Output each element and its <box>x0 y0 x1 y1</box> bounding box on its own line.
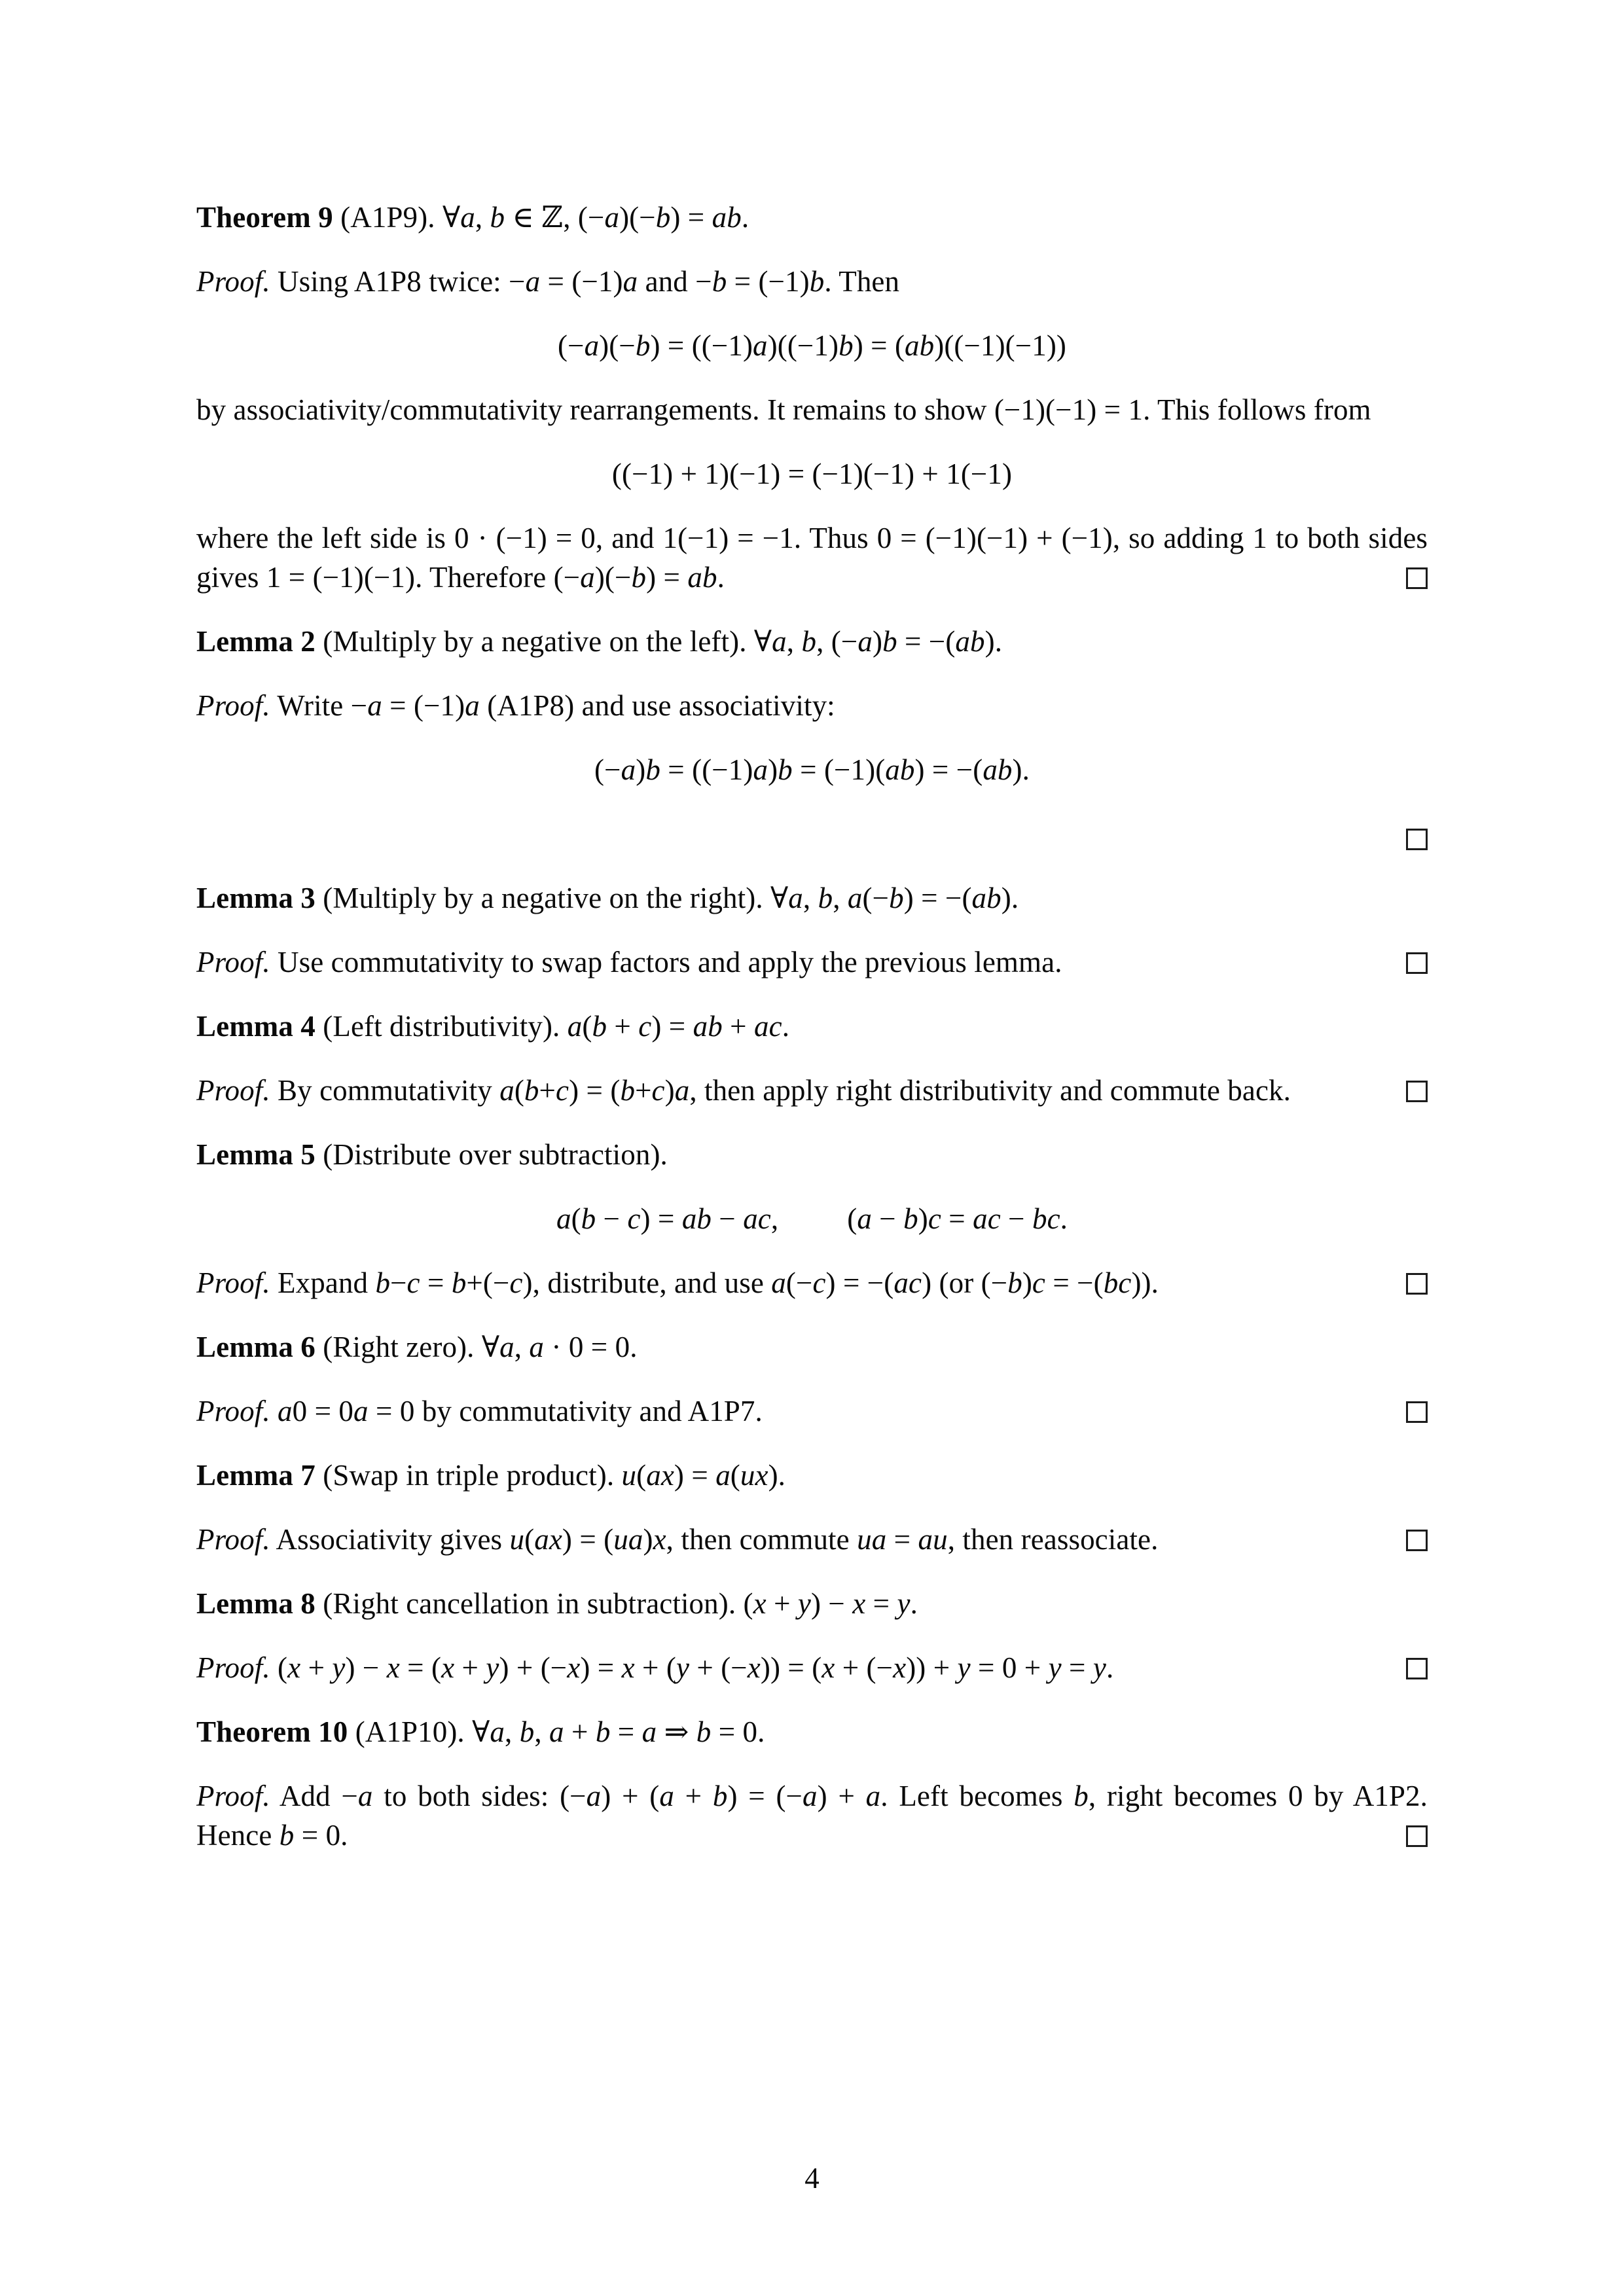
theorem-9-proof-conclusion <box>196 518 1428 597</box>
math-variable: y <box>332 1651 346 1684</box>
text-run: Associativity gives <box>270 1523 510 1556</box>
text-run: By commutativity <box>270 1074 500 1107</box>
math-variable: b <box>839 329 854 362</box>
math-variable: a <box>753 753 768 786</box>
math-variable: a <box>567 1010 583 1043</box>
qed-square <box>1406 1273 1428 1295</box>
text-run: (Multiply by a negative on the right). <box>315 882 771 914</box>
page-number: 4 <box>804 2162 820 2195</box>
text-run: (−a) + (a + b) = (−a) + a <box>560 1780 881 1812</box>
math-variable: c <box>812 1266 826 1299</box>
math-variable: b <box>712 265 727 298</box>
text-run: Proof. <box>196 265 270 298</box>
math-variable: b <box>655 201 671 234</box>
text-run: , then reassociate. <box>947 1523 1159 1556</box>
text-run <box>270 1651 278 1684</box>
math-variable: a <box>847 882 863 914</box>
text-run: 0 · (−1) = 0 <box>454 522 596 554</box>
math-variable: b <box>712 1780 728 1812</box>
text-run: ∀a, b, (−a)b = −(ab). <box>753 625 1003 658</box>
math-variable: a <box>525 265 541 298</box>
text-run: (Swap in triple product). <box>315 1459 622 1492</box>
lemma-4-proof <box>196 1071 1428 1110</box>
math-variable: b <box>279 1819 295 1852</box>
text-run: to both sides: <box>372 1780 560 1812</box>
text-run: Expand <box>270 1266 376 1299</box>
text-run: ∀a, b, a(−b) = −(ab). <box>770 882 1019 914</box>
math-variable: c <box>928 1202 941 1235</box>
text-run: (Left distributivity). <box>315 1010 568 1043</box>
text-run: , distribute, and use <box>532 1266 772 1299</box>
math-variable: a <box>771 1266 786 1299</box>
math-variable: x <box>852 1587 866 1620</box>
lemma-5-proof <box>196 1263 1428 1302</box>
text-run: (Right cancellation in subtraction). <box>315 1587 744 1620</box>
text-run: Proof. <box>196 1395 270 1427</box>
math-variable: c <box>1032 1266 1045 1299</box>
lemma-8-heading <box>196 1584 1428 1623</box>
text-run: −a = (−1)a <box>509 265 638 298</box>
text-run: , then apply right distributivity and commute back. <box>689 1074 1291 1107</box>
math-variable: c <box>556 1074 569 1107</box>
math-variable: b <box>809 265 825 298</box>
math-variable: a <box>623 265 638 298</box>
text-run: Lemma 6 <box>196 1331 316 1363</box>
text-run: u(ax) = a(ux). <box>621 1459 786 1492</box>
math-variable: x <box>386 1651 400 1684</box>
math-variable: c <box>638 1010 652 1043</box>
text-run: 1 = (−1)(−1) <box>266 561 416 594</box>
text-run: . This follows from <box>1143 393 1371 426</box>
math-variable: a <box>621 753 636 786</box>
math-variable: a <box>604 201 620 234</box>
math-variable: b <box>581 1202 596 1235</box>
qed-square <box>1406 1081 1428 1102</box>
math-variable: b <box>1007 1266 1022 1299</box>
math-variable: b <box>524 1074 539 1107</box>
math-variable: a <box>659 1780 674 1812</box>
qed-square <box>1406 1658 1428 1679</box>
text-run: (A1P8) and use associativity: <box>479 689 835 722</box>
text-run: (x + y) − x = y. <box>743 1587 918 1620</box>
text-run: Proof. <box>196 689 270 722</box>
math-variable: a <box>499 1074 514 1107</box>
math-variable: ab <box>955 625 985 658</box>
math-variable: a <box>490 1715 505 1748</box>
math-variable: ax <box>646 1459 674 1492</box>
math-variable: a <box>278 1395 293 1427</box>
math-variable: a <box>584 329 600 362</box>
text-run: a(b+c) = (b+c)a <box>499 1074 690 1107</box>
text-run: Using A1P8 twice: <box>270 265 509 298</box>
math-variable: y <box>486 1651 499 1684</box>
text-run: Use commutativity to swap factors and apply the previous lemma. <box>270 946 1062 978</box>
math-variable: b <box>1074 1780 1089 1812</box>
theorem-9-proof-body <box>196 390 1428 429</box>
text-run <box>1074 1780 1089 1812</box>
math-variable: b <box>801 625 817 658</box>
text-run: Theorem 9 <box>196 201 333 234</box>
math-variable: a <box>465 689 480 722</box>
text-run: . <box>340 1819 348 1852</box>
text-run: (−a)(−b) = ((−1)a)((−1)b) = (ab)((−1)(−1)) <box>557 329 1067 362</box>
text-run: a(b − c) = ab − ac, <box>556 1202 779 1235</box>
text-run: and <box>638 265 696 298</box>
text-run: (A1P10). <box>348 1715 473 1748</box>
math-variable: a <box>857 1202 872 1235</box>
math-variable: a <box>715 1459 731 1492</box>
math-variable: y <box>1092 1651 1106 1684</box>
text-run: a(b + c) = ab + ac. <box>567 1010 790 1043</box>
text-run: (−a)b = ((−1)a)b = (−1)(ab) = −(ab). <box>594 753 1030 786</box>
math-variable: a <box>641 1715 657 1748</box>
math-variable: b <box>903 1202 918 1235</box>
math-variable: y <box>1048 1651 1062 1684</box>
qed-square <box>1406 829 1428 850</box>
math-variable: ux <box>740 1459 768 1492</box>
text-run: (−a)(−b) = ab <box>553 561 717 594</box>
lemma-2-proof-intro <box>196 686 1428 725</box>
math-variable: c <box>651 1074 665 1107</box>
text-run: Proof. <box>196 1523 270 1556</box>
math-variable: ua <box>857 1523 887 1556</box>
math-variable: ac <box>893 1266 922 1299</box>
math-variable: ab <box>681 1202 712 1235</box>
math-variable: ac <box>973 1202 1001 1235</box>
math-variable: a <box>753 329 768 362</box>
text-run: 1(−1) = −1 <box>662 522 794 554</box>
math-variable: x <box>567 1651 581 1684</box>
math-variable: x <box>747 1651 761 1684</box>
text-run: Lemma 8 <box>196 1587 316 1620</box>
lemma-3-heading <box>196 878 1428 918</box>
math-variable: au <box>918 1523 948 1556</box>
math-variable: a <box>549 1715 564 1748</box>
math-variable: b <box>889 882 904 914</box>
math-variable: c <box>406 1266 420 1299</box>
math-variable: b <box>620 1074 636 1107</box>
lemma-8-proof <box>196 1648 1428 1687</box>
math-variable: x <box>653 1523 666 1556</box>
math-variable: ab <box>905 329 935 362</box>
math-variable: c <box>509 1266 523 1299</box>
text-run: Lemma 5 <box>196 1138 316 1171</box>
math-variable: ab <box>687 561 717 594</box>
math-variable: ab <box>712 201 742 234</box>
equation-neg-a-neg-b <box>196 326 1428 365</box>
math-variable: b <box>882 625 897 658</box>
text-run: , so adding 1 to both sides gives <box>196 522 1428 594</box>
text-run: a0 = 0a = 0 <box>278 1395 415 1427</box>
lemma-4-heading <box>196 1007 1428 1046</box>
text-run: b = 0 <box>279 1819 341 1852</box>
equation-neg-one-distribute <box>196 454 1428 493</box>
math-variable: b <box>696 1715 712 1748</box>
math-variable: x <box>621 1651 635 1684</box>
text-run: . <box>717 561 725 594</box>
math-variable: b <box>375 1266 391 1299</box>
text-run: (a − b)c = ac − bc. <box>847 1202 1068 1235</box>
math-variable: b <box>595 1715 611 1748</box>
theorem-10-proof <box>196 1776 1428 1855</box>
math-variable: y <box>957 1651 971 1684</box>
math-variable: a <box>529 1331 545 1363</box>
math-variable: u <box>621 1459 637 1492</box>
text-run: . Left becomes <box>880 1780 1074 1812</box>
text-run: . Therefore <box>415 561 554 594</box>
math-variable: b <box>592 1010 607 1043</box>
math-variable: a <box>788 882 803 914</box>
text-run: −b = (−1)b <box>695 265 825 298</box>
text-run: Write <box>270 689 351 722</box>
text-run: Proof. <box>196 1266 270 1299</box>
equation-lemma-5 <box>196 1199 1428 1238</box>
text-run: (−1)(−1) = 1 <box>994 393 1144 426</box>
math-variable: a <box>586 1780 602 1812</box>
math-variable: b <box>451 1266 467 1299</box>
math-variable: a <box>772 625 787 658</box>
lemma-2-qed-line <box>196 814 1428 853</box>
theorem-10-heading <box>196 1712 1428 1751</box>
math-variable: b <box>519 1715 535 1748</box>
text-run: u(ax) = (ua)x <box>509 1523 666 1556</box>
text-run: (−b)c = −(bc) <box>981 1266 1142 1299</box>
text-run: (or <box>931 1266 981 1299</box>
text-run: Proof. <box>196 1780 270 1812</box>
lemma-2-heading <box>196 622 1428 661</box>
text-run: , and <box>595 522 663 554</box>
text-run: Proof. <box>196 1651 270 1684</box>
math-variable: b <box>635 329 651 362</box>
text-run: (Multiply by a negative on the left). <box>315 625 754 658</box>
math-variable: a <box>857 625 873 658</box>
math-variable: u <box>509 1523 525 1556</box>
lemma-6-proof <box>196 1391 1428 1431</box>
text-run: a(−c) = −(ac) <box>771 1266 932 1299</box>
math-variable: a <box>357 1780 373 1812</box>
text-run: . Then <box>824 265 900 298</box>
math-variable: x <box>441 1651 455 1684</box>
text-run: . Thus <box>793 522 877 554</box>
page-content <box>196 198 1428 1880</box>
math-variable: a <box>367 689 382 722</box>
math-variable: a <box>803 1780 818 1812</box>
text-run: ∀a, b, a + b = a ⇒ b = 0. <box>472 1715 765 1748</box>
math-variable: y <box>797 1587 811 1620</box>
text-run: Lemma 3 <box>196 882 316 914</box>
math-variable: x <box>287 1651 301 1684</box>
qed-square <box>1406 1401 1428 1423</box>
text-run: −a <box>341 1780 373 1812</box>
math-variable: x <box>893 1651 907 1684</box>
math-variable: a <box>674 1074 690 1107</box>
math-variable: b <box>490 201 505 234</box>
math-variable: x <box>821 1651 835 1684</box>
text-run: where the left side is <box>196 522 455 554</box>
text-run: , right becomes 0 by A1P2. Hence <box>196 1780 1428 1852</box>
theorem-9-proof-intro <box>196 262 1428 301</box>
math-variable: ax <box>534 1523 562 1556</box>
math-variable: ac <box>743 1202 771 1235</box>
math-variable: b <box>645 753 660 786</box>
text-run: 0 = (−1)(−1) + (−1) <box>876 522 1113 554</box>
text-run: . <box>1106 1651 1114 1684</box>
text-run: (Distribute over subtraction). <box>315 1138 668 1171</box>
text-run: Proof. <box>196 946 270 978</box>
math-variable: y <box>676 1651 690 1684</box>
text-run: ua = au <box>857 1523 948 1556</box>
lemma-6-heading <box>196 1327 1428 1367</box>
qed-square <box>1406 952 1428 974</box>
text-run: Lemma 7 <box>196 1459 316 1492</box>
text-run: −a = (−1)a <box>350 689 480 722</box>
equation-lemma-2 <box>196 750 1428 789</box>
text-run: (x + y) − x = (x + y) + (−x) = x + (y + (−x)) = (x + (−x)) + y = 0 + y = y <box>278 1651 1106 1684</box>
text-run: b−c = b+(−c) <box>375 1266 533 1299</box>
math-variable: ab <box>983 753 1013 786</box>
math-variable: bc <box>1032 1202 1060 1235</box>
text-run: Add <box>270 1780 342 1812</box>
text-run: ). <box>1141 1266 1159 1299</box>
lemma-7-proof <box>196 1520 1428 1559</box>
math-variable: a <box>499 1331 514 1363</box>
text-run: ∀a, a · 0 = 0. <box>481 1331 638 1363</box>
math-variable: b <box>631 561 647 594</box>
text-run: (A1P9). <box>333 201 442 234</box>
math-variable: ab <box>885 753 915 786</box>
math-variable: b <box>778 753 793 786</box>
lemma-5-heading <box>196 1135 1428 1174</box>
math-variable: ab <box>971 882 1001 914</box>
qed-square <box>1406 1825 1428 1847</box>
math-variable: y <box>897 1587 911 1620</box>
text-run: Lemma 2 <box>196 625 316 658</box>
math-variable: c <box>627 1202 641 1235</box>
qed-square <box>1406 567 1428 589</box>
math-variable: a <box>353 1395 369 1427</box>
text-run: Theorem 10 <box>196 1715 348 1748</box>
theorem-9-heading <box>196 198 1428 237</box>
text-run: ∀a, b ∈ ℤ, (−a)(−b) = ab. <box>442 201 749 234</box>
math-variable: b <box>818 882 833 914</box>
text-run: by associativity/commutativity rearrangements. It remains to show <box>196 393 994 426</box>
math-variable: a <box>556 1202 571 1235</box>
math-variable: ac <box>754 1010 782 1043</box>
math-variable: ab <box>693 1010 723 1043</box>
text-run: ((−1) + 1)(−1) = (−1)(−1) + 1(−1) <box>611 457 1013 490</box>
text-run: Lemma 4 <box>196 1010 316 1043</box>
text-run: (Right zero). <box>315 1331 482 1363</box>
lemma-7-heading <box>196 1456 1428 1495</box>
qed-square <box>1406 1530 1428 1551</box>
math-variable: a <box>460 201 475 234</box>
text-run: by commutativity and A1P7. <box>414 1395 763 1427</box>
text-run: Proof. <box>196 1074 270 1107</box>
lemma-3-proof <box>196 942 1428 982</box>
math-variable: a <box>580 561 595 594</box>
math-variable: ua <box>613 1523 643 1556</box>
text-run <box>270 1395 278 1427</box>
math-variable: a <box>865 1780 881 1812</box>
math-variable: x <box>753 1587 767 1620</box>
text-run: , then commute <box>666 1523 857 1556</box>
math-variable: bc <box>1103 1266 1132 1299</box>
